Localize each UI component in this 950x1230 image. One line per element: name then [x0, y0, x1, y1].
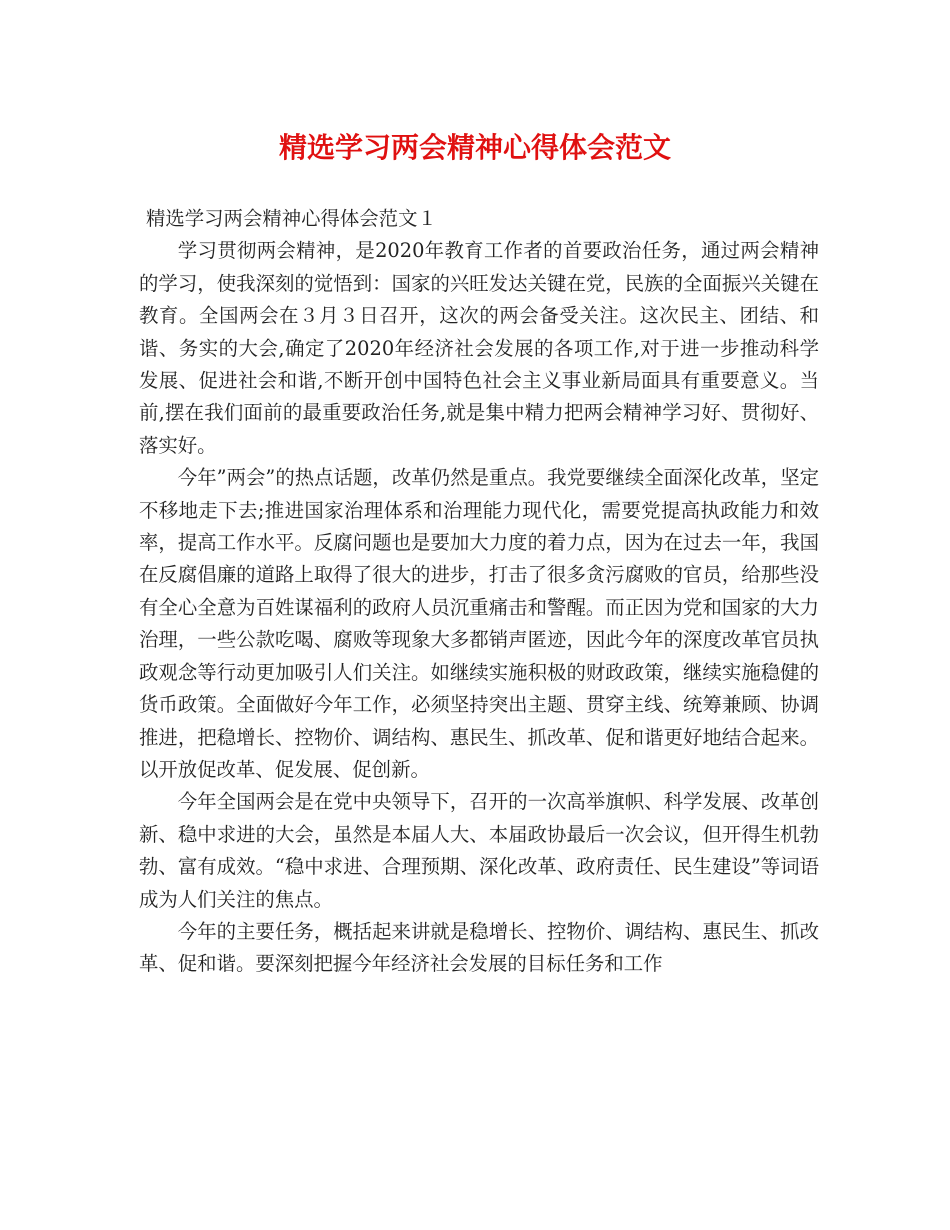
document-body [139, 203, 819, 981]
paragraph: 学习贯彻两会精神，是2020年教育工作者的首要政治任务，通过两会精神的学习，使我深刻的觉悟到：国家的兴旺发达关键在党，民族的全面振兴关键在教育。全国两会在３月３日召开，这次的两会备受关注。这次民主、团结、和谐、务实的大会,确定了2020年经济社会发展的各项工作,对于进一步推动科学发展、促进社会和谐,不断开创中国特色社会主义事业新局面具有重要意义。当前,摆在我们面前的最重要政治任务,就是集中精力把两会精神学习好、贯彻好、落实好。 [139, 239, 819, 457]
document-subtitle: 精选学习两会精神心得体会范文１ [146, 207, 437, 230]
paragraph: 今年”两会”的热点话题，改革仍然是重点。我党要继续全面深化改革，坚定不移地走下去;推进国家治理体系和治理能力现代化，需要党提高执政能力和效率，提高工作水平。反腐问题也是要加大力度的着力点，因为在过去一年，我国在反腐倡廉的道路上取得了很大的进步，打击了很多贪污腐败的官员，给那些没有全心全意为百姓谋福利的政府人员沉重痛击和警醒。而正因为党和国家的大力治理，一些公款吃喝、腐败等现象大多都销声匿迹，因此今年的深度改革官员执政观念等行动更加吸引人们关注。如继续实施积极的财政政策，继续实施稳健的货币政策。全面做好今年工作，必须坚持突出主题、贯穿主线、统筹兼顾、协调推进，把稳增长、控物价、调结构、惠民生、抓改革、促和谐更好地结合起来。以开放促改革、促发展、促创新。 [139, 466, 819, 781]
paragraph: 今年全国两会是在党中央领导下，召开的一次高举旗帜、科学发展、改革创新、稳中求进的大会，虽然是本届人大、本届政协最后一次会议，但开得生机勃勃、富有成效。“稳中求进、合理预期、深化改革、政府责任、民生建设”等词语成为人们关注的焦点。 [139, 790, 819, 911]
document-title: 精选学习两会精神心得体会范文 [278, 131, 671, 164]
paragraph: 今年的主要任务，概括起来讲就是稳增长、控物价、调结构、惠民生、抓改革、促和谐。要深刻把握今年经济社会发展的目标任务和工作 [139, 919, 819, 976]
